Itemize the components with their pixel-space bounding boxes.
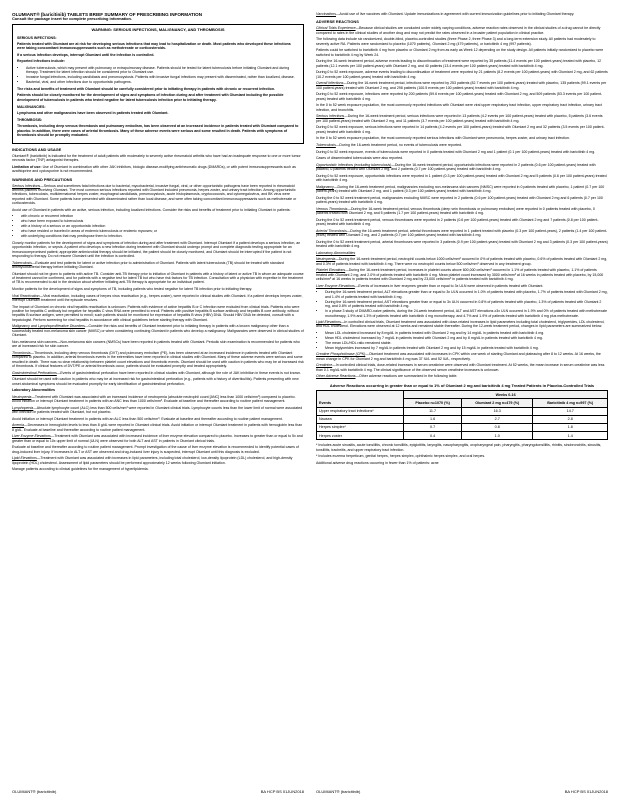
section-heading-indications: INDICATIONS AND USAGE bbox=[12, 146, 62, 152]
runin-label: Gastrointestinal Perforations bbox=[12, 370, 57, 375]
warning-infection-list bbox=[17, 66, 299, 85]
list-item: • Active tuberculosis, which may present with pulmonary or extrapulmonary disease. Patients should be tested for latent tuberculosis before initiating Olumiant and during therapy. Treatment for latent infection should be considered prior to Olumiant use. bbox=[26, 66, 299, 75]
runin-label: Liver Enzyme Elevations bbox=[316, 283, 355, 288]
warning-paragraph: Patients treated with Olumiant are at risk for developing serious infections that may lead to hospitalization or death. Most patients who developed these infections were taking concomitant immunosuppressants such as methotrexate or corticosteroids. bbox=[17, 41, 291, 51]
paragraph bbox=[316, 284, 608, 288]
paragraph-text: —Thrombosis, including deep venous thrombosis (DVT) and pulmonary embolism (PE), has been observed at an increased incidence in patients treated with Olumiant compared to placebo. In addition, arterial thrombosis events in the extremities have been reported in clinical studies with Olumiant. Many of these adverse events were serious and some resulted in death. There was no clear relationship between platelet count elevations and thrombotic events. Olumiant should be used with caution in patients who may be at increased risk of thrombosis. If clinical features of DVT/PE or arterial thrombosis occur, patients should be evaluated promptly and treated appropriately. bbox=[12, 350, 304, 369]
footer-code: BA HCP BS 01JUN2018 bbox=[260, 789, 304, 794]
left-column bbox=[12, 12, 304, 474]
boxed-warning bbox=[12, 24, 304, 143]
paragraph bbox=[316, 352, 608, 361]
paragraph-text: —In controlled clinical trials, Olumiant treatment was associated with dose-related increases in lipid parameters including total cholesterol, triglycerides, LDL cholesterol, and HDL cholesterol. Elevations were observed at 12 weeks and remained stable thereafter. During the 12-week treatment period, changes in lipid parameters are summarized below: bbox=[316, 320, 605, 329]
paragraph: The impact of Olumiant on chronic viral hepatitis reactivation is unknown. Patients with evidence of active hepatitis B or C infection were excluded from clinical trials. Patients who were positive for hepatitis C antibody but negative for hepatitis C virus RNA were permitted to enroll. Patients with positive hepatitis B surface antibody and hepatitis B core antibody, without hepatitis B surface antigen, were permitted to enroll; such patients should be monitored for expression of hepatitis B virus (HBV) DNA. Should HBV DNA be detected, consult with a hepatologist. Perform screening for viral hepatitis in accordance with clinical guidelines before starting therapy with Olumiant. bbox=[12, 304, 300, 322]
liver-enzyme-list bbox=[316, 290, 608, 318]
warning-subhead-infections: SERIOUS INFECTIONS: bbox=[17, 35, 57, 40]
paragraph bbox=[316, 320, 608, 329]
warning-paragraph: Lymphoma and other malignancies have been observed in patients treated with Olumiant. bbox=[17, 111, 169, 116]
paragraph-text: —Absolute lymphocyte count (ALC) less than 500 cells/mm³ were reported in Olumiant clinical trials. Lymphocyte counts less than the lower limit of normal were associated with infection in patients treated with Olumiant, but not placebo. bbox=[12, 405, 303, 415]
column-header-placebo: Placebo n=1070 (%) bbox=[404, 399, 462, 407]
limitation-text: Use of Olumiant in combination with other JAK inhibitors, biologic disease-modifying antirheumatic drugs (DMARDs), or with potent immunosuppressants such as azathioprine and cyclosporine is not recommended. bbox=[12, 164, 296, 174]
right-column bbox=[316, 12, 608, 468]
cell-event: Upper respiratory tract infections* bbox=[317, 407, 404, 415]
cell-baricitinib: 14.7 bbox=[533, 407, 608, 415]
cell-olumiant: 0.8 bbox=[461, 423, 532, 431]
cell-placebo: 0.7 bbox=[404, 423, 462, 431]
runin-label: Malignancy and Lymphoproliferative Disorders bbox=[12, 324, 85, 329]
list-item: • In a phase 3 study of DMARD-naive patients, during the 24-week treatment period, ALT and AST elevations ≥3x ULN occurred in 1.9% and 0% of patients treated with methotrexate monotherapy, 1.9% and 1.3% of patients treated with baricitinib 4 mg monotherapy, and 4.7% and 1.9% of patients treated with baricitinib 4 mg plus methotrexate. bbox=[325, 309, 608, 318]
table-row bbox=[317, 415, 608, 423]
paragraph bbox=[316, 81, 608, 90]
cell-baricitinib: 1.8 bbox=[533, 423, 608, 431]
paragraph bbox=[316, 374, 608, 378]
paragraph: Manage patients according to clinical guidelines for the management of hyperlipidemia. bbox=[12, 467, 149, 472]
footer-left bbox=[12, 789, 304, 794]
paragraph bbox=[316, 268, 608, 281]
cell-placebo: 0.4 bbox=[404, 432, 462, 440]
footer-brand: OLUMIANT® (baricitinib) bbox=[316, 789, 361, 794]
paragraph bbox=[316, 363, 608, 372]
table-row bbox=[317, 423, 608, 431]
lab-abnormalities-heading: Laboratory Abnormalities bbox=[12, 388, 56, 393]
paragraph bbox=[12, 184, 304, 206]
footer-brand: OLUMIANT® (baricitinib) bbox=[12, 789, 57, 794]
table-row bbox=[317, 407, 608, 415]
paragraph-text: —Events of gastrointestinal perforation have been reported in clinical studies with Olumiant, although the role of JAK inhibition in these events is not known. bbox=[56, 370, 302, 375]
paragraph-text: —Evaluate and test patients for latent or active infection prior to administration of Olumiant. Patients with latent tuberculosis (TB) should be treated with standard antimycobacterial therapy before initiating Olumiant. bbox=[12, 260, 284, 269]
warning-paragraph: The risks and benefits of treatment with Olumiant should be carefully considered prior to initiating therapy in patients with chronic or recurrent infection. bbox=[17, 86, 275, 91]
runin-label: Serious Infections bbox=[12, 183, 41, 188]
paragraph-text: —Treatment with Olumiant was associated with an increased incidence of neutropenia (absolute neutrophil count [ANC] less than 1000 cells/mm³) compared to placebo. Avoid initiation or interrupt Olumiant treatment in patients with an ANC less than 1000 cells/mm³. Evaluate at baseline and thereafter according to routine patient management. bbox=[12, 394, 296, 404]
paragraph-text: —Because clinical studies are conducted under widely varying conditions, adverse reaction rates observed in the clinical studies of a drug cannot be directly compared to rates in the clinical studies of another drug and may not predict the rates observed in a broader patient population in clinical practice. bbox=[316, 26, 601, 35]
paragraph bbox=[12, 423, 304, 432]
runin-label: Tuberculosis bbox=[12, 260, 32, 265]
paragraph-text: —Avoid use of live vaccines with Olumiant. Update immunizations in agreement with current immunization guidelines prior to initiating Olumiant therapy. bbox=[335, 12, 575, 16]
list-item: • who have been exposed to tuberculosis bbox=[21, 219, 304, 223]
paragraph: Monitor patients for the development of signs and symptoms of TB, including patients who tested negative for latent TB infection prior to initiating therapy. bbox=[12, 287, 253, 291]
paragraph: Avoid initiation or interrupt Olumiant treatment in patients with an ALC less than 500 cells/mm³. Evaluate at baseline and thereafter according to routine patient management. bbox=[12, 416, 283, 421]
runin-label: Platelet Elevations bbox=[316, 268, 346, 273]
paragraph bbox=[316, 185, 608, 194]
runin-label: Creatine Phosphokinase (CPK) bbox=[316, 352, 366, 357]
warning-subhead-malignancies: MALIGNANCIES: bbox=[17, 105, 46, 110]
paragraph-text: —Viral reactivation, including cases of herpes virus reactivation (e.g., herpes zoster), were reported in clinical studies with Olumiant. If a patient develops herpes zoster, interrupt Olumiant treatment until the episode resolves. bbox=[12, 293, 303, 302]
cell-baricitinib: 2.8 bbox=[533, 415, 608, 423]
paragraph-text: —During the 16-week treatment period, increases in platelet counts above 600,000 cells/mm³ occurred in 1.1% of patients treated with placebo, 1.1% of patients treated with Olumiant 2 mg, and 2.0% of patients treated with baricitinib 4 mg. Mean platelet count increased by 3000 cells/mm³ at 16 weeks in patients treated with placebo, by 15,000 cells/mm³ at 16 weeks in patients treated with Olumiant 2 mg and by 23,000 cells/mm³ in patients treated with baricitinib 4 mg. bbox=[316, 268, 604, 282]
indications-paragraph: Olumiant® (baricitinib) is indicated for the treatment of adult patients with moderately to severely active rheumatoid arthritis who have had an inadequate response to one or more tumor necrosis factor (TNF) antagonist therapies. bbox=[12, 153, 301, 163]
paragraph-text: —Events of increases in liver enzymes greater than or equal to 3x ULN were observed in patients treated with Olumiant. bbox=[354, 283, 544, 288]
cell-olumiant: 16.3 bbox=[461, 407, 532, 415]
list-item: • Mean triglycerides increased by 7 mg/dL in patients treated with Olumiant 2 mg and by 15 mg/dL in patients treated with baricitinib 4 mg. bbox=[325, 346, 608, 350]
runin-label: Other Adverse Reactions bbox=[316, 374, 356, 379]
paragraph: In the 0 to 52 week exposure population, the most commonly reported serious infections with Olumiant were pneumonia, herpes zoster, and urinary tract infection. bbox=[316, 136, 570, 141]
paragraph bbox=[12, 351, 304, 369]
cell-event: Herpes simplex* bbox=[317, 423, 404, 431]
cell-event: Herpes zoster bbox=[317, 432, 404, 440]
paragraph: Avoid use of Olumiant in patients with an active, serious infection, including localized infections. Consider the risks and benefits of treatment prior to initiating Olumiant in patients: bbox=[12, 207, 291, 212]
paragraph-text: —In controlled clinical trials, dose-related increases in serum creatinine were observed with Olumiant treatment. At 52 weeks, the mean increase in serum creatinine was less than 0.1 mg/dL with baricitinib 4 mg. The clinical significance of the observed serum creatinine increases is unknown. bbox=[316, 363, 605, 372]
paragraph: In the 0 to 52 week exposure population, the most commonly reported infections with Olumiant were viral upper respiratory tract infection, upper respiratory tract infection, urinary tract infection, and bronchitis. bbox=[316, 103, 602, 112]
paragraph-text: —Treatment with Olumiant was associated with increased incidence of liver enzyme elevation compared to placebo. Increases to greater than or equal to 5x and greater than or equal to 10x upper limit of normal (ULN) were observed for both ALT and AST in patients in Olumiant clinical trials. bbox=[12, 434, 303, 443]
paragraph: During the 0 to 52 week treatment period, malignancies excluding NMSC were reported in 2 patients (0.6 per 100 patient-years) treated with Olumiant 2 mg and 6 patients (0.7 per 100 patient-years) treated with baricitinib 4 mg. bbox=[316, 195, 603, 205]
document-subtitle: Consult the package insert for complete prescribing information. bbox=[12, 16, 132, 21]
column-header-events: Events bbox=[317, 391, 404, 407]
table-header-row bbox=[317, 391, 608, 399]
footer-right bbox=[316, 789, 608, 794]
column-header-olumiant: Olumiant 2 mg n=479 (%) bbox=[461, 399, 532, 407]
paragraph: During 0 to 52 week exposure, infections were reported by 200 patients (59.6 events per 100 patient-years) treated with Olumiant 2 mg, and 509 patients (53.3 events per 100 patient-years) treated with baricitinib 4 mg. bbox=[316, 92, 603, 101]
paragraph bbox=[316, 207, 608, 216]
paragraph-text: —During the 16-week treatment period, infections were reported by 253 patients (82.7 events per 100 patient-years) treated with placebo, 135 patients (99.1 events per 100 patient-years) treated with Olumiant 2 mg, and 298 patients (100.5 events per 100 patient-years) treated with baricitinib 4 mg. bbox=[316, 81, 607, 90]
cell-baricitinib: 1.4 bbox=[533, 432, 608, 440]
adverse-reactions-table bbox=[316, 390, 608, 440]
paragraph: During 0 to 52 week exposure, events of tuberculosis were reported in 0 patients treated with Olumiant 2 mg and 1 patient (0.1 per 100 patient-years) treated with baricitinib 4 mg. bbox=[316, 149, 596, 154]
document-title: OLUMIANT® (baricitinib) TABLETS BRIEF SUMMARY OF PRESCRIBING INFORMATION bbox=[12, 12, 203, 17]
column-header-baricitinib: Baricitinib 4 mg n=997 (%) bbox=[533, 399, 608, 407]
runin-label: Lipid Elevations bbox=[12, 456, 37, 461]
list-item: • During the 16-week treatment period, ALT elevations greater than or equal to 3x ULN occurred in 1.0% of patients treated with placebo, 1.7% of patients treated with Olumiant 2 mg, and 1.4% of patients treated with baricitinib 4 mg. bbox=[325, 290, 608, 299]
section-heading-warnings: WARNINGS AND PRECAUTIONS bbox=[12, 176, 73, 182]
paragraph bbox=[12, 294, 304, 303]
paragraph bbox=[12, 324, 304, 337]
paragraph: Non-melanoma skin cancers—Non-melanoma skin cancers (NMSCs) have been reported in patients treated with Olumiant. Periodic skin examination is recommended for patients who are at increased risk for skin cancer. bbox=[12, 339, 300, 349]
paragraph: Patients could be switched to baricitinib 4 mg from placebo or Olumiant 2 mg from as early as Week 12 depending on the study design. All patients initially randomized to placebo were switched to baricitinib 4 mg by Week 24. bbox=[316, 48, 604, 57]
paragraph-text: —Other adverse reactions are summarized in the following table. bbox=[355, 374, 458, 379]
boxed-warning-title: WARNING: SERIOUS INFECTIONS, MALIGNANCY, AND THROMBOSIS bbox=[91, 27, 225, 33]
paragraph bbox=[316, 12, 608, 16]
paragraph-text: —During the 16-week treatment period, malignancies excluding non-melanoma skin cancers (NMSC) were reported in 0 patients treated with placebo, 1 patient (0.7 per 100 patient-years) treated with Olumiant 2 mg, and 1 patient (0.3 per 100 patient-years) treated with baricitinib 4 mg. bbox=[316, 184, 605, 194]
paragraph: The following data include six randomized, double-blind, placebo-controlled studies (three Phase 2, three Phase 3) and a long-term extension study. All patients had moderately to severely active RA. Patients were randomized to placebo (1070 patients), Olumiant 2 mg (479 patients), or baricitinib 4 mg (997 patients). bbox=[316, 37, 596, 46]
runin-label: Venous Thrombosis bbox=[316, 206, 348, 211]
lab-abnormalities-label: Laboratory Abnormalities bbox=[316, 250, 356, 255]
warning-paragraph: If a serious infection develops, interrupt Olumiant until the infection is controlled. bbox=[17, 52, 155, 57]
list-item: • Mean LDL cholesterol increased by 8 mg/dL in patients treated with Olumiant 2 mg and by 14 mg/dL in patients treated with baricitinib 4 mg. bbox=[325, 331, 608, 335]
paragraph-text: —Consider the risks and benefits of Olumiant treatment prior to initiating therapy in patients with a known malignancy other than a successfully treated non-melanoma skin cancer (NMSC) or when considering continuing Olumiant in patients who develop a malignancy. Malignancies were observed in clinical studies of Olumiant. bbox=[12, 324, 304, 338]
list-item: • Bacterial, viral, and other infections due to opportunistic pathogens. bbox=[26, 80, 299, 84]
runin-label: Tuberculosis bbox=[316, 143, 336, 147]
limitation-label: Limitation of use: bbox=[12, 164, 42, 169]
cell-event: Nausea bbox=[317, 415, 404, 423]
paragraph: During 0 to 52 week exposure, opportunistic infections were reported in 1 patient (0.3 per 100 patient-years) treated with Olumiant 2 mg and 5 patients (0.6 per 100 patient-years) treated with baricitinib 4 mg. bbox=[316, 173, 607, 183]
warning-subhead-thrombosis: THROMBOSIS: bbox=[17, 118, 43, 123]
list-item: • During the 16-week treatment period, AST elevations greater than or equal to 3x ULN occurred in 0.8% of patients treated with placebo, 1.3% of patients treated with Olumiant 2 mg, and 0.8% of patients treated with baricitinib 4 mg. bbox=[325, 300, 608, 309]
cell-olumiant: 2.7 bbox=[461, 415, 532, 423]
risk-list bbox=[12, 214, 304, 238]
warning-paragraph: Patients should be closely monitored for the development of signs and symptoms of infection during and after treatment with Olumiant including the possible development of tuberculosis in patients who tested negative for latent tuberculosis infection prior to initiating therapy. bbox=[17, 93, 284, 102]
runin-label: Arterial Thrombosis bbox=[316, 228, 347, 233]
list-item: • with underlying conditions that may predispose them to infection. bbox=[21, 234, 304, 238]
warning-reported-label: Reported infections include: bbox=[17, 59, 65, 64]
table-footnote: * Includes eczema herpeticum, genital herpes, herpes simplex, ophthalmic herpes simplex, and oral herpes. bbox=[316, 454, 486, 459]
paragraph-text: —During the 16-week treatment period, serious infections were reported in 13 patients (4.2 events per 100 patient-years) treated with placebo, 5 patients (3.6 events per 100 patient-years) treated with Olumiant 2 mg, and 11 patients (3.7 events per 100 patient-years) treated with baricitinib 4 mg. bbox=[316, 114, 603, 123]
paragraph: During 0 to 52 week exposure, serious infections were reported in 14 patients (4.2 events per 100 patient-years) treated with Olumiant 2 mg and 32 patients (3.5 events per 100 patient-years) treated with baricitinib 4 mg. bbox=[316, 125, 605, 134]
list-item: • with chronic or recurrent infection bbox=[21, 214, 304, 218]
runin-label: Anemia bbox=[12, 423, 25, 428]
paragraph: During 0 to 52 week exposure, adverse events leading to discontinuation of treatment were reported by 21 patients (8.2 events per 100 patient-years) with Olumiant 2 mg, and 62 patients (10.2 events per 100 patient-years) treated with baricitinib 4 mg. bbox=[316, 70, 608, 79]
runin-label: Serious Infections bbox=[316, 114, 345, 119]
paragraph: Olumiant should be used with caution in patients who may be at increased risk for gastrointestinal perforation (e.g., patients with a history of diverticulitis). Patients presenting with new onset abdominal symptoms should be evaluated promptly for early identification of gastrointestinal perforation. bbox=[12, 377, 299, 386]
paragraph: Evaluate at baseline and thereafter according to routine patient management. Prompt investigation of the cause of liver enzyme elevation is recommended to identify potential cases of drug-induced liver injury. If increases in ALT or AST are observed and drug-induced liver injury is suspected, interrupt Olumiant until this diagnosis is excluded. bbox=[12, 445, 299, 454]
paragraph: During the 0 to 52 week treatment period, venous thromboses were reported in 2 patients (0.6 per 100 patient-years) treated with Olumiant 2 mg and 7 patients (0.8 per 100 patient-years) treated with baricitinib 4 mg. bbox=[316, 217, 599, 227]
cell-placebo: 1.6 bbox=[404, 415, 462, 423]
limitation-paragraph bbox=[12, 165, 304, 174]
runin-label: Clinical Trials Experience bbox=[316, 26, 356, 31]
paragraph: During the 0 to 52 week treatment period, arterial thromboses were reported in 3 patients (0.9 per 100 patient-years) treated with Olumiant 2 mg and 3 patients (0.3 per 100 patient-years) treated with baricitinib 4 mg. bbox=[316, 239, 608, 249]
runin-label: Malignancy bbox=[316, 184, 334, 189]
cell-placebo: 11.7 bbox=[404, 407, 462, 415]
paragraph-text: —During the 16-week treatment period, no events of tuberculosis were reported. bbox=[335, 143, 463, 147]
list-item: • who have resided or traveled in areas of endemic tuberculosis or endemic mycoses; or bbox=[21, 229, 304, 233]
paragraph bbox=[12, 261, 304, 270]
table-row bbox=[317, 432, 608, 440]
paragraph bbox=[316, 163, 608, 172]
paragraph-text: —During the 16-week treatment period, opportunistic infections were reported in 2 patients (0.6 per 100 patient-years) treated with placebo, 0 patients treated with Olumiant 2 mg, and 2 patients (0.7 per 100 patient-years) treated with baricitinib 4 mg. bbox=[316, 162, 596, 172]
runin-label: Opportunistic Infections (excluding tuberculosis) bbox=[316, 162, 392, 167]
paragraph-text: —Decreases in hemoglobin levels to less than 8 g/dL were reported in Olumiant clinical trials. Avoid initiation or interrupt Olumiant treatment in patients with hemoglobin less than 8 g/dL. Evaluate at baseline and thereafter according to routine patient management. bbox=[12, 423, 303, 432]
paragraph-text: —Treatment with Olumiant was associated with increases in lipid parameters, including total cholesterol, low-density lipoprotein (LDL) cholesterol, and high-density lipoprotein (HDL) cholesterol. Assessment of lipid parameters should be performed approximately 12 weeks following Olumiant initiation. bbox=[12, 456, 293, 465]
paragraph: During the 16-week treatment period, adverse events leading to discontinuation of treatment were reported by 35 patients (11.4 events per 100 patient-years) treated with placebo, 12 patients (12.1 events per 100 patient-years) with Olumiant 2 mg, and 40 patients (13.4 events per 100 patient-years) treated with baricitinib 4 mg. bbox=[316, 59, 602, 68]
runin-label: Overall Infections bbox=[316, 81, 344, 86]
table-footnote: * Includes acute sinusitis, acute tonsillitis, chronic tonsillitis, epiglottitis, laryngitis, nasopharyngitis, oropharyngeal pain, pharyngitis, pharyngotonsillitis, rhinitis, sinobronchitis, sinusitis, tonsillitis, tracheitis, and upper respiratory tract infection. bbox=[316, 443, 602, 452]
runin-label: Neutropenia bbox=[316, 257, 336, 262]
list-item: • The mean LDL/HDL ratio remained stable. bbox=[325, 341, 608, 345]
runin-label: Vaccinations bbox=[316, 12, 336, 16]
lipid-list bbox=[316, 331, 608, 350]
paragraph: Olumiant should not be given to patients with active TB. Consider anti-TB therapy prior to initiation of Olumiant in patients with a history of latent or active TB in whom an adequate course of treatment cannot be confirmed, and for patients with a negative test for latent TB but who have risk factors for TB infection. Consultation with a physician with expertise in the treatment of TB is recommended to aid in the decision about whether initiating anti-TB therapy is appropriate for an individual patient. bbox=[12, 271, 304, 285]
paragraph bbox=[12, 406, 304, 415]
runin-label: Liver Enzyme Elevations bbox=[12, 434, 51, 439]
paragraph: Cases of disseminated tuberculosis were also reported. bbox=[316, 156, 404, 161]
paragraph-text: —During the 16-week treatment period, arterial thromboses were reported in 1 patient treated with placebo (0.3 per 100 patient-years), 2 patients (1.4 per 100 patient-years) treated with Olumiant 2 mg, and 2 patients (0.7 per 100 patient-years) treated with baricitinib 4 mg. bbox=[316, 228, 608, 238]
paragraph bbox=[316, 229, 608, 238]
paragraph bbox=[12, 371, 304, 375]
section-heading-adverse-reactions: ADVERSE REACTIONS bbox=[316, 19, 359, 25]
runin-label: Viral Reactivation bbox=[12, 293, 40, 298]
table-title: Adverse Reactions occurring in greater than or equal to 1% of Olumiant 2 mg and baricitinib 4 mg Treated Patients in Placebo-Controlled Trials bbox=[329, 382, 595, 388]
paragraph-text: —Serious and sometimes fatal infections due to bacterial, mycobacterial, invasive fungal, viral, or other opportunistic pathogens have been reported in rheumatoid arthritis patients receiving Olumiant. The most common serious infections reported with Olumiant included pneumonia, herpes zoster, and urinary tract infection. Among opportunistic infections, tuberculosis, multidermatomal herpes zoster, esophageal candidiasis, pneumocystosis, acute histoplasmosis, cryptococcosis, and cytomegalovirus, and BK virus were reported with Olumiant. Some patients have presented with disseminated rather than local disease, and were often taking concomitant immunosuppressants such as methotrexate or corticosteroids. bbox=[12, 183, 297, 206]
paragraph bbox=[12, 434, 304, 443]
runin-label: Thrombosis bbox=[12, 350, 31, 355]
cell-olumiant: 1.0 bbox=[461, 432, 532, 440]
paragraph bbox=[316, 143, 608, 147]
paragraph bbox=[316, 26, 608, 35]
list-item: • Mean HDL cholesterol increased by 7 mg/dL in patients treated with Olumiant 2 mg and by 8 mg/dL in patients treated with baricitinib 4 mg. bbox=[325, 336, 608, 340]
paragraph-text: —During the 16-week treatment period, neutrophil counts below 1000 cells/mm³ occurred in 0% of patients treated with placebo, 0.6% of patients treated with Olumiant 2 mg, and 0.3% of patients treated with baricitinib 4 mg. There were no neutrophil counts below 500 cells/mm³ observed in any treatment group. bbox=[316, 257, 608, 266]
paragraph: Closely monitor patients for the development of signs and symptoms of infection during and after treatment with Olumiant. Interrupt Olumiant if a patient develops a serious infection, an opportunistic infection, or sepsis. A patient who develops a new infection during treatment with Olumiant should undergo prompt and complete diagnostic testing appropriate for an immunocompromised patient; appropriate antimicrobial therapy should be initiated, the patient should be closely monitored, and Olumiant should be interrupted if the patient is not responding to therapy. Do not resume Olumiant until the infection is controlled. bbox=[12, 240, 301, 258]
paragraph-text: —During the 16-week treatment period, venous thrombosis (deep vein thrombosis or pulmonary embolism) were reported in 0 patients treated with placebo, 0 patients treated with Olumiant 2 mg, and 5 patients (1.7 per 100 patient-years) treated with baricitinib 4 mg. bbox=[316, 206, 595, 216]
list-item: • with a history of a serious or an opportunistic infection bbox=[21, 224, 304, 228]
paragraph bbox=[12, 456, 304, 465]
footer-code: BA HCP BS 01JUN2018 bbox=[564, 789, 608, 794]
paragraph bbox=[12, 395, 304, 404]
runin-label: Neutropenia bbox=[12, 394, 32, 399]
column-header-weeks: Weeks 0-16 bbox=[404, 391, 608, 399]
paragraph bbox=[316, 114, 608, 123]
runin-label: Creatinine bbox=[316, 363, 333, 368]
paragraph: Additional adverse drug reactions occurring in fewer than 1% of patients: acne bbox=[316, 460, 439, 465]
paragraph bbox=[316, 257, 608, 266]
runin-label: Lipid Elevations bbox=[316, 320, 341, 324]
list-item: • Invasive fungal infections, including candidiasis and pneumocystosis. Patients with invasive fungal infections may present with disseminated, rather than localized, disease. bbox=[26, 75, 299, 79]
runin-label: Lymphopenia bbox=[12, 405, 34, 410]
paragraph-text: —Olumiant treatment was associated with increases in CPK within one week of starting Olumiant and plateauing after 8 to 12 weeks. At 16 weeks, the mean change in CPK for Olumiant 2 mg and baricitinib 4 mg was 37 IU/L and 52 IU/L, respectively. bbox=[316, 352, 601, 361]
warning-paragraph: Thrombosis, including deep venous thrombosis and pulmonary embolism, has been observed at an increased incidence in patients treated with Olumiant compared to placebo. In addition, there were cases of arterial thrombosis. Many of these adverse events were serious and some resulted in death. Patients with symptoms of thrombosis should be promptly evaluated. bbox=[17, 124, 299, 138]
